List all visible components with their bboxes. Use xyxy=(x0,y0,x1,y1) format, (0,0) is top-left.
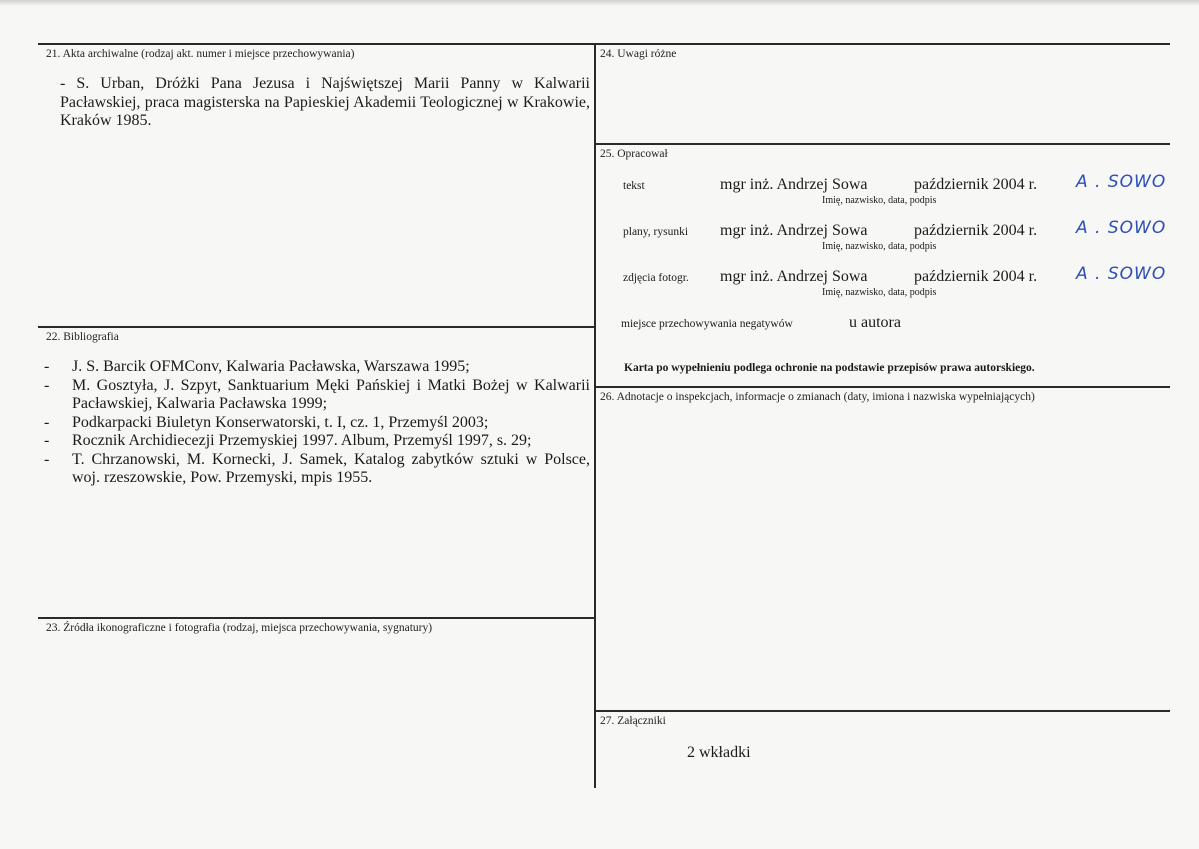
negatives-location-value: u autora xyxy=(849,314,901,331)
author-row-caption: Imię, nazwisko, data, podpis xyxy=(822,287,937,298)
handwritten-signature: A . SOWO xyxy=(1076,264,1167,284)
rule-22 xyxy=(38,326,595,328)
section-26-label: 26. Adnotacje o inspekcjach, informacje o zmianach (daty, imiona i nazwiska wypełniających) xyxy=(600,391,1035,403)
list-item: - Rocznik Archidiecezji Przemyskiej 1997. Album, Przemyśl 1997, s. 29; xyxy=(44,432,532,449)
bibliography-list xyxy=(44,358,590,488)
author-row-name: mgr inż. Andrzej Sowa xyxy=(720,268,868,285)
rule-26 xyxy=(594,386,1170,388)
section-25-label: 25. Opracował xyxy=(600,148,668,160)
list-item: - T. Chrzanowski, M. Kornecki, J. Samek, Katalog zabytków sztuki w Polsce, woj. rzeszowskie, Pow. Przemyski, mpis 1955. xyxy=(44,450,590,486)
list-item: - J. S. Barcik OFMConv, Kalwaria Pacławska, Warszawa 1995; xyxy=(44,358,470,375)
author-row-caption: Imię, nazwisko, data, podpis xyxy=(822,241,937,252)
author-row-date: październik 2004 r. xyxy=(914,176,1038,193)
attachments-value: 2 wkładki xyxy=(687,744,751,761)
author-row-kind: tekst xyxy=(623,180,645,192)
section-23-label: 23. Źródła ikonograficzne i fotografia (rodzaj, miejsca przechowywania, sygnatury) xyxy=(46,622,433,634)
list-item: - Podkarpacki Biuletyn Konserwatorski, t. I, cz. 1, Przemyśl 2003; xyxy=(44,413,489,431)
rule-25 xyxy=(594,143,1170,145)
center-divider xyxy=(594,43,596,788)
negatives-location-label: miejsce przechowywania negatywów xyxy=(621,318,793,330)
copyright-notice: Karta po wypełnieniu podlega ochronie na podstawie przepisów prawa autorskiego. xyxy=(624,362,1035,374)
author-row-name: mgr inż. Andrzej Sowa xyxy=(720,176,868,193)
handwritten-signature: A . SOWO xyxy=(1076,218,1167,238)
section-22-label: 22. Bibliografia xyxy=(46,331,119,343)
author-row-date: październik 2004 r. xyxy=(914,222,1038,239)
section-21-label: 21. Akta archiwalne (rodzaj akt. numer i miejsce przechowywania) xyxy=(46,48,355,60)
rule-23 xyxy=(38,617,595,619)
list-item: - M. Gosztyła, J. Szpyt, Sanktuarium Męki Pańskiej i Matki Bożej w Kalwarii Pacławskiej, Kalwaria Pacławska 1999; xyxy=(44,376,590,412)
author-row-caption: Imię, nazwisko, data, podpis xyxy=(822,195,937,206)
author-row-kind: plany, rysunki xyxy=(623,226,689,238)
author-row-name: mgr inż. Andrzej Sowa xyxy=(720,222,868,239)
section-27-label: 27. Załączniki xyxy=(600,715,666,727)
section-21-text: - S. Urban, Dróżki Pana Jezusa i Najświętszej Marii Panny w Kalwarii Pacławskiej, praca magisterska na Papieskiej Akademii Teologicznej w Krakowie, Kraków 1985. xyxy=(60,75,590,129)
handwritten-signature: A . SOWO xyxy=(1076,172,1167,192)
top-rule xyxy=(38,43,1170,45)
section-24-label: 24. Uwagi różne xyxy=(600,48,677,60)
scan-edge-shadow xyxy=(0,0,1199,6)
rule-27 xyxy=(594,710,1170,712)
author-row-date: październik 2004 r. xyxy=(914,268,1038,285)
author-row-kind: zdjęcia fotogr. xyxy=(623,272,689,284)
